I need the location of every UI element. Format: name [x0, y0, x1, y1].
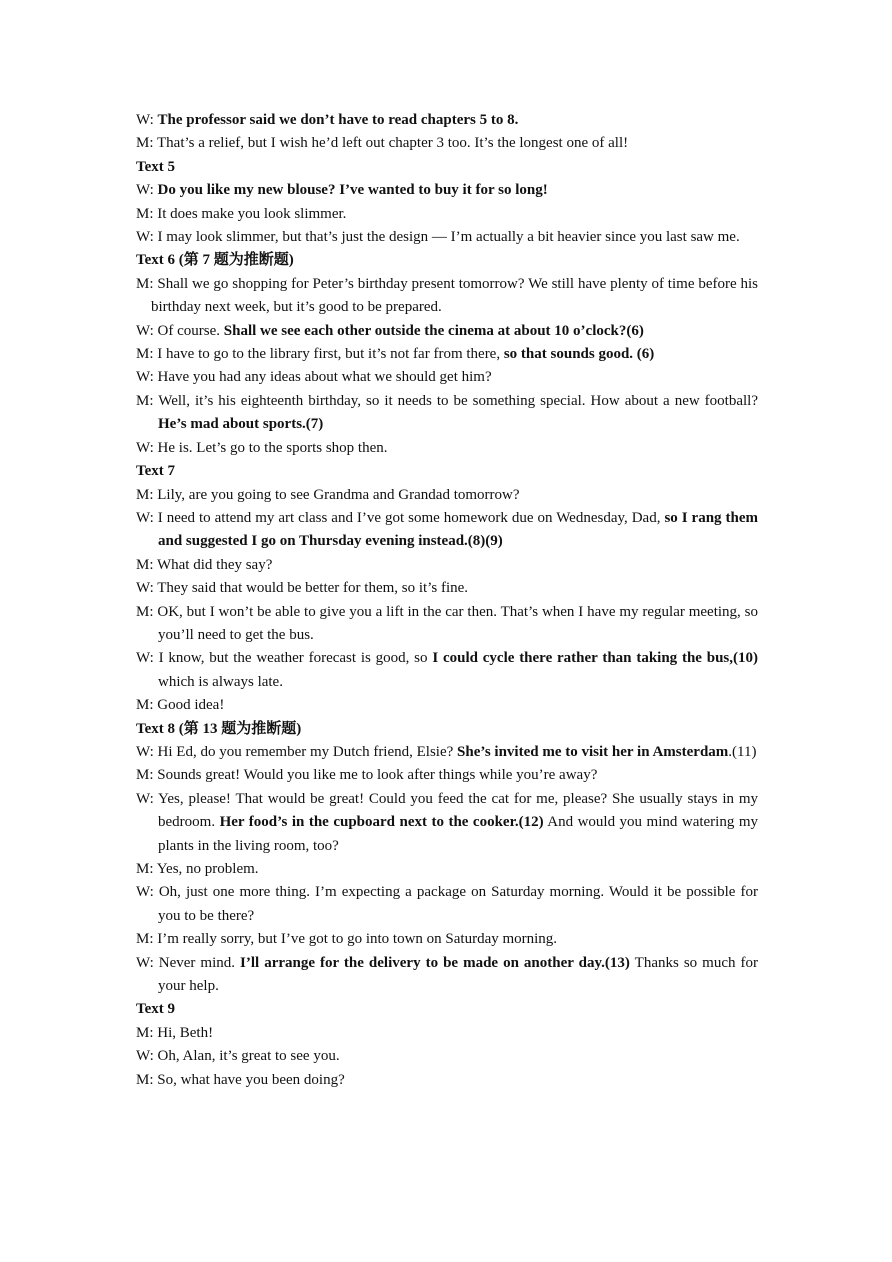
section-heading [136, 249, 758, 272]
line-text: Hi, Beth! [153, 1024, 214, 1041]
line-text: Oh, just one more thing. I’m expecting a package on Saturday morning. Would it be possible for you to be there? [153, 884, 758, 924]
line-text: That’s a relief, but I wish he’d left out chapter 3 too. It’s the longest one of all! [153, 135, 629, 152]
line-text: Of course. [153, 322, 224, 339]
speaker-label: M: [136, 205, 154, 222]
dialogue-line [136, 320, 758, 343]
line-text: I know, but the weather forecast is good, so [153, 650, 433, 667]
speaker-label: M: [136, 697, 154, 714]
speaker-label: W: [136, 182, 154, 199]
dialogue-line [136, 577, 758, 600]
bold-text: so that sounds good. (6) [503, 346, 655, 363]
bold-text: Text 6 (第 7 题为推断题) [136, 252, 294, 269]
dialogue-line [136, 554, 758, 577]
line-text: So, what have you been doing? [153, 1071, 345, 1088]
line-text: Yes, no problem. [153, 861, 259, 877]
speaker-label: W: [136, 509, 154, 526]
document-page [136, 109, 758, 1092]
speaker-label: M: [136, 135, 154, 152]
line-text: Good idea! [153, 697, 225, 714]
speaker-label: W: [136, 229, 154, 246]
line-text: Oh, Alan, it’s great to see you. [153, 1048, 340, 1065]
speaker-label: M: [136, 1071, 154, 1088]
speaker-label: M: [136, 486, 154, 503]
bold-text: Do you like my new blouse? I’ve wanted to buy it for so long! [157, 182, 548, 199]
line-text: Have you had any ideas about what we should get him? [153, 369, 492, 386]
section-heading [136, 718, 758, 741]
dialogue-line [136, 764, 758, 787]
dialogue-line [136, 1069, 758, 1092]
line-text: I may look slimmer, but that’s just the design — I’m actually a bit heavier since you last saw me. [153, 229, 740, 246]
speaker-label: M: [136, 603, 154, 620]
dialogue-line [136, 881, 758, 928]
speaker-label: W: [136, 112, 154, 128]
line-text: Well, it’s his eighteenth birthday, so it needs to be something special. How about a new football? [153, 392, 758, 409]
dialogue-line [136, 788, 758, 858]
speaker-label: W: [136, 743, 154, 760]
dialogue-line [136, 928, 758, 951]
dialogue-line [136, 601, 758, 648]
speaker-label: M: [136, 346, 154, 363]
dialogue-line [136, 273, 758, 320]
speaker-label: W: [136, 954, 154, 971]
dialogue-line [136, 179, 758, 202]
dialogue-line [136, 858, 758, 881]
line-text: What did they say? [153, 556, 273, 573]
bold-text: so I rang them and suggested I go on Thursday evening instead.(8)(9) [158, 509, 758, 550]
dialogue-line [136, 694, 758, 717]
speaker-label: M: [136, 767, 154, 784]
bold-text: Text 9 [136, 1001, 176, 1018]
line-text: I need to attend my art class and I’ve got some homework due on Wednesday, Dad, [153, 509, 665, 526]
line-text: And would you mind watering my plants in the living room, too? [158, 814, 758, 854]
speaker-label: W: [136, 580, 154, 597]
line-text: Never mind. [153, 954, 241, 971]
dialogue-line [136, 203, 758, 226]
speaker-label: M: [136, 931, 154, 948]
dialogue-line [136, 132, 758, 155]
line-text: Lily, are you going to see Grandma and Grandad tomorrow? [153, 486, 520, 503]
line-text: which is always late. [158, 673, 283, 690]
line-text: They said that would be better for them, so it’s fine. [153, 580, 469, 597]
section-heading [136, 156, 758, 179]
line-text: Shall we go shopping for Peter’s birthday present tomorrow? We still have plenty of time before his birthday next week, but it’s good to be prepared. [151, 275, 758, 316]
speaker-label: W: [136, 439, 154, 456]
bold-text: I’ll arrange for the delivery to be made on another day.(13) [240, 954, 630, 971]
line-text: I’m really sorry, but I’ve got to go into town on Saturday morning. [153, 931, 558, 948]
line-text: I have to go to the library first, but it’s not far from there, [153, 346, 504, 363]
speaker-label: W: [136, 1048, 154, 1065]
line-text: Thanks so much for your help. [158, 954, 758, 995]
bold-text: Her food’s in the cupboard next to the cooker.(12) [219, 814, 544, 831]
bold-text: Text 8 (第 13 题为推断题) [136, 720, 302, 737]
line-text: OK, but I won’t be able to give you a lift in the car then. That’s when I have my regular meeting, so you’ll need to get the bus. [153, 603, 758, 643]
speaker-label: W: [136, 650, 154, 667]
bold-text: Text 7 [136, 463, 176, 480]
dialogue-line [136, 366, 758, 389]
dialogue-line [136, 952, 758, 999]
dialogue-line [136, 109, 758, 132]
dialogue-line [136, 507, 758, 554]
speaker-label: W: [136, 322, 154, 339]
speaker-label: M: [136, 275, 154, 292]
dialogue-line [136, 1022, 758, 1045]
line-text: .(11) [728, 743, 757, 760]
section-heading [136, 998, 758, 1021]
dialogue-line [136, 226, 758, 249]
line-text: Hi Ed, do you remember my Dutch friend, Elsie? [153, 743, 458, 760]
dialogue-line [136, 343, 758, 366]
bold-text: Shall we see each other outside the cinema at about 10 o’clock?(6) [223, 322, 644, 339]
speaker-label: W: [136, 790, 154, 807]
dialogue-line [136, 437, 758, 460]
line-text: It does make you look slimmer. [153, 205, 347, 222]
line-text: Sounds great! Would you like me to look after things while you’re away? [153, 767, 598, 784]
dialogue-line [136, 390, 758, 437]
dialogue-line [136, 647, 758, 694]
speaker-label: M: [136, 392, 154, 409]
line-text: He is. Let’s go to the sports shop then. [153, 439, 388, 456]
speaker-label: M: [136, 861, 154, 877]
speaker-label: W: [136, 369, 154, 386]
bold-text: I could cycle there rather than taking the bus,(10) [432, 650, 759, 667]
speaker-label: W: [136, 884, 154, 901]
dialogue-line [136, 1045, 758, 1068]
line-text: Yes, please! That would be great! Could you feed the cat for me, please? She usually stays in my bedroom. [153, 790, 758, 831]
dialogue-line [136, 484, 758, 507]
speaker-label: M: [136, 556, 154, 573]
bold-text: She’s invited me to visit her in Amsterdam [457, 743, 729, 760]
bold-text: The professor said we don’t have to read chapters 5 to 8. [157, 112, 519, 128]
bold-text: Text 5 [136, 158, 176, 175]
bold-text: He’s mad about sports.(7) [158, 416, 324, 433]
section-heading [136, 460, 758, 483]
dialogue-line [136, 741, 758, 764]
speaker-label: M: [136, 1024, 154, 1041]
